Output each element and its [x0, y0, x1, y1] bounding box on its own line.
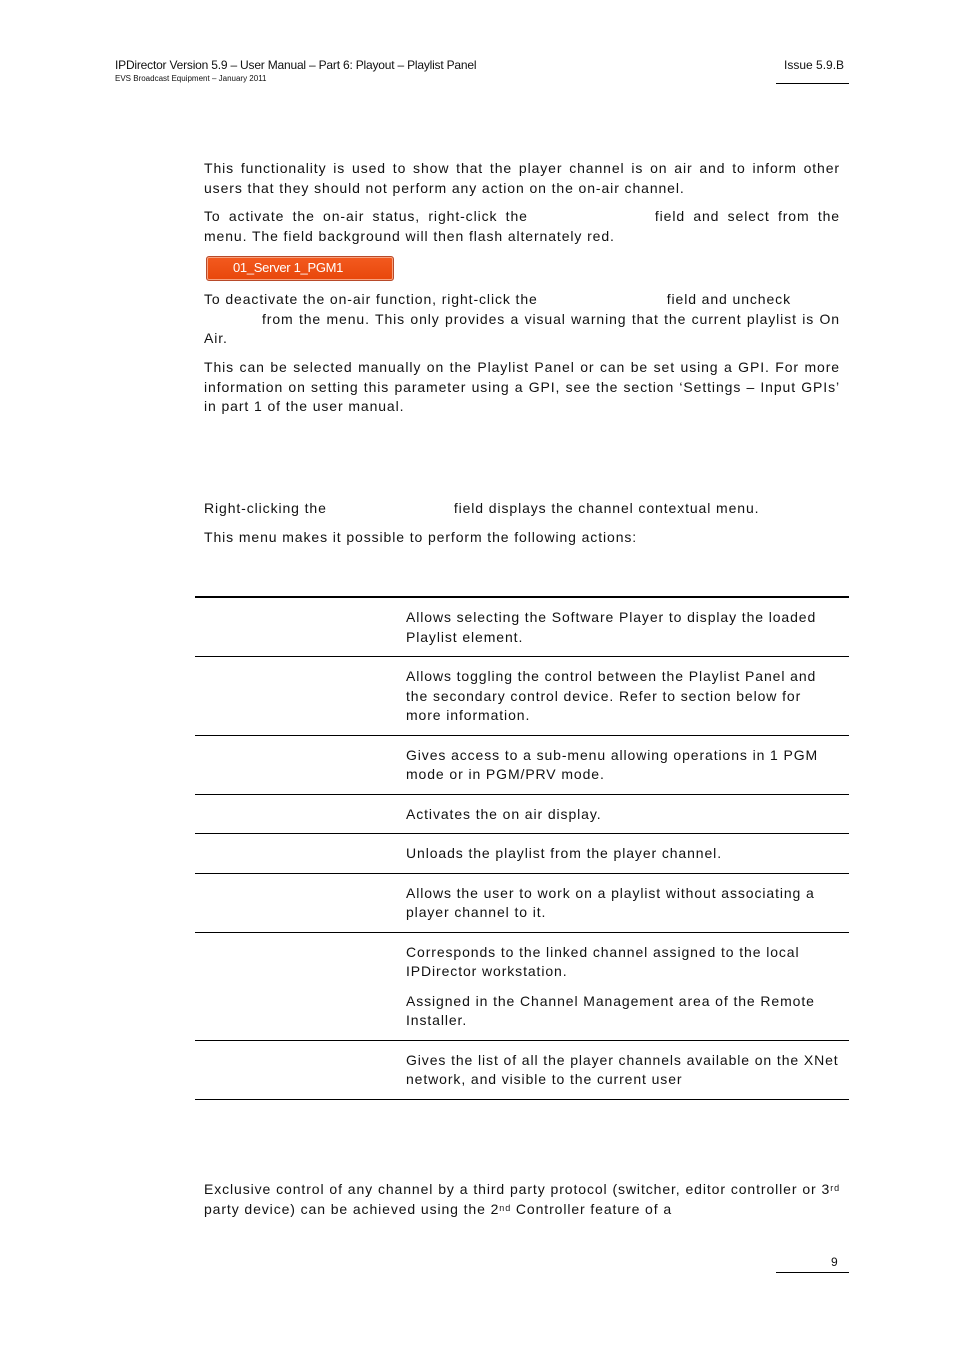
table-row [195, 932, 849, 1040]
table-row [195, 657, 849, 736]
table-cell-command [195, 1040, 406, 1099]
table-row [195, 1040, 849, 1099]
onair-paragraph-3 [204, 290, 840, 349]
table-cell-description: Gives the list of all the player channels available on the XNet network, and visible to the current user [406, 1051, 839, 1087]
menu-p1-text-a: Right-clicking the [204, 500, 327, 516]
table-cell-command [195, 873, 406, 932]
table-cell-command [195, 597, 406, 657]
page-number: 9 [831, 1255, 838, 1269]
table-cell-command [195, 657, 406, 736]
table-cell-description: Allows selecting the Software Player to display the loaded Playlist element. [406, 609, 817, 645]
onair-channel-label: 01_Server 1_PGM1 [233, 260, 344, 275]
table-row [195, 597, 849, 657]
table-cell-command [195, 735, 406, 794]
table-row [195, 794, 849, 834]
table-cell-description: Allows toggling the control between the Playlist Panel and the secondary control device. Refer to section below for more information. [406, 668, 817, 723]
table-row [195, 735, 849, 794]
header-issue: Issue 5.9.B [784, 58, 845, 72]
table-cell-description: Corresponds to the linked channel assigned to the local IPDirector workstation. Assigned in the Channel Management area of the Remote Installer. [406, 943, 815, 1028]
onair-paragraph-4: This can be selected manually on the Playlist Panel or can be set using a GPI. For more information on setting this parameter using a GPI, see the section ‘Settings – Input GPIs’ in part 1 of the user manual. [204, 359, 840, 414]
menu-actions-table [195, 596, 849, 1100]
table-cell-description: Activates the on air display. [406, 805, 602, 822]
header-subtitle: EVS Broadcast Equipment – January 2011 [115, 74, 267, 83]
table-cell-command [195, 794, 406, 834]
table-cell-description: Allows the user to work on a playlist without associating a player channel to it. [406, 884, 815, 920]
onair-paragraph-2 [204, 207, 840, 246]
menu-p1-text-b: field displays the channel contextual menu. [453, 500, 760, 516]
controller-paragraph: Exclusive control of any channel by a third party protocol (switcher, editor controller or 3rd party device) can be achieved using the 2nd Controller feature of a [204, 1181, 840, 1217]
table-cell-command [195, 834, 406, 874]
table-row [195, 873, 849, 932]
onair-p3-text-c: from the menu. This only provides a visual warning that the current playlist is On Air. [204, 310, 840, 346]
table-row [195, 834, 849, 874]
onair-p3-text-b: field and uncheck [666, 291, 791, 307]
menu-paragraph-2: This menu makes it possible to perform the following actions: [204, 529, 638, 545]
footer-rule [776, 1272, 849, 1273]
table-cell-description: Gives access to a sub-menu allowing operations in 1 PGM mode or in PGM/PRV mode. [406, 746, 819, 782]
menu-paragraph-1 [204, 499, 840, 519]
onair-p3-text-a: To deactivate the on-air function, right-click the [204, 291, 538, 307]
table-cell-description: Unloads the playlist from the player channel. [406, 845, 722, 861]
header-rule [776, 83, 849, 84]
onair-channel-field[interactable] [206, 256, 394, 281]
onair-paragraph-1: This functionality is used to show that the player channel is on air and to inform other users that they should not perform any action on the on-air channel. [204, 160, 840, 196]
table-cell-command [195, 932, 406, 1040]
onair-p2-text-b: field and select [654, 208, 770, 224]
onair-p2-text-c: from the menu. The field background will then flash alternately red. [204, 208, 840, 244]
onair-p2-text-a: To activate the on-air status, right-click the [204, 208, 528, 224]
header-title: IPDirector Version 5.9 – User Manual – Part 6: Playout – Playlist Panel [115, 58, 477, 72]
